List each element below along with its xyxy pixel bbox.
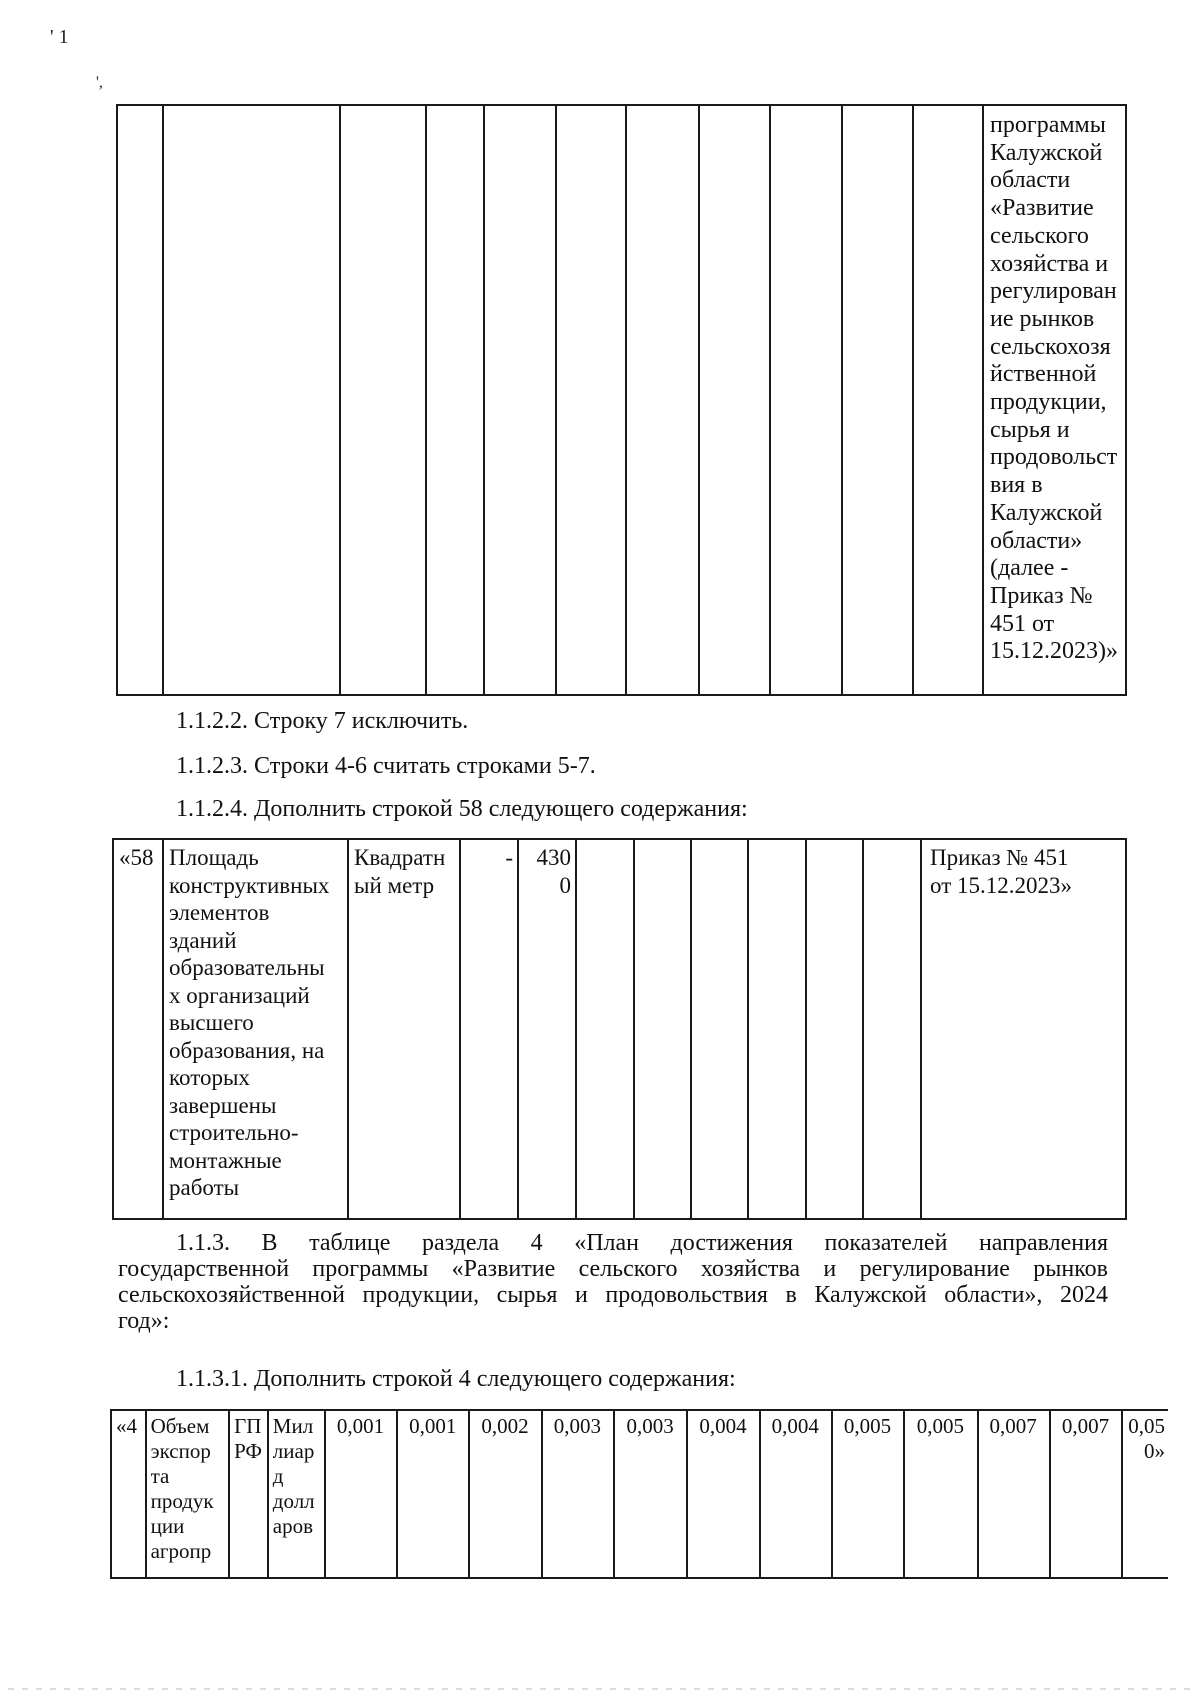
table-cell <box>748 839 806 1219</box>
paragraph-1-1-2-4: 1.1.2.4. Дополнить строкой 58 следующего содержания: <box>176 796 748 822</box>
value-cell <box>325 1410 397 1578</box>
value-cell <box>397 1410 469 1578</box>
paragraph-1-1-3-1: 1.1.3.1. Дополнить строкой 4 следующего содержания: <box>176 1366 736 1392</box>
total-cell <box>1122 1410 1168 1578</box>
table-cell <box>484 105 556 695</box>
unit: Квадратн ый метр <box>354 845 446 898</box>
value-cell <box>832 1410 904 1578</box>
value-cell <box>904 1410 977 1578</box>
value-cell <box>978 1410 1050 1578</box>
indicator-name: Объем экспор та продук ции агропр <box>150 1414 214 1563</box>
base-cell <box>460 839 518 1219</box>
paragraph-line: 1.1.3. В таблице раздела 4 «План достижения показателей направления <box>176 1230 1108 1256</box>
value-cell <box>469 1410 541 1578</box>
monthly-value: 0,002 <box>481 1414 529 1438</box>
row-number: «58 <box>119 845 154 870</box>
table-cell <box>340 105 426 695</box>
source-text: Приказ № 451 от 15.12.2023» <box>930 845 1072 898</box>
monthly-value: 0,003 <box>626 1414 674 1438</box>
monthly-value: 0,007 <box>1061 1414 1110 1438</box>
value-cell <box>542 1410 614 1578</box>
table-cell <box>426 105 484 695</box>
base-value: - <box>505 845 513 870</box>
table-cell <box>163 105 340 695</box>
source-cell <box>983 105 1126 695</box>
total-value: 0,05 0» <box>1128 1414 1165 1463</box>
monthly-value: 0,001 <box>336 1414 385 1438</box>
table-cell <box>842 105 913 695</box>
unit: Мил лиар д долл аров <box>272 1414 315 1538</box>
scan-mark-2: ', <box>96 74 103 91</box>
paragraph-1-1-2-3: 1.1.2.3. Строки 4-6 считать строками 5-7. <box>176 753 596 779</box>
source-text: программы Калужской области «Развитие сельского хозяйства и регулирован ие рынков сельскохозя йственной продукции, сырья и продовольст вия в Калужской области» (далее - Приказ № 451 от 15.12.2023)» <box>990 112 1118 665</box>
table-cell <box>634 839 691 1219</box>
paragraph-line: сельскохозяйственной продукции, сырья и продовольствия в Калужской области», 2024 <box>118 1282 1108 1308</box>
row-number-cell <box>113 839 163 1219</box>
paragraph-line: государственной программы «Развитие сельского хозяйства и регулирование рынков <box>118 1256 1108 1282</box>
value-cell <box>518 839 576 1219</box>
value-cell <box>614 1410 687 1578</box>
table-cell <box>576 839 634 1219</box>
paragraph-1-1-3 <box>118 1230 1108 1334</box>
unit-cell <box>268 1410 325 1578</box>
monthly-value: 0,004 <box>699 1414 747 1438</box>
table-cell <box>863 839 921 1219</box>
value-cell <box>687 1410 759 1578</box>
row-58-table <box>112 838 1127 1220</box>
value-cell <box>760 1410 832 1578</box>
table-cell <box>770 105 842 695</box>
indicator-name-cell <box>146 1410 230 1578</box>
unit-cell <box>348 839 460 1219</box>
level-cell <box>229 1410 268 1578</box>
target-value: 430 0 <box>536 845 571 898</box>
table-cell <box>806 839 863 1219</box>
row-number: «4 <box>116 1414 137 1438</box>
monthly-value: 0,003 <box>553 1414 601 1438</box>
value-cell <box>1050 1410 1122 1578</box>
indicator-name: Площадь конструктивных элементов зданий образовательны х организаций высшего образования, на которых завершены строительно- монтажные работы <box>169 845 330 1200</box>
scan-edge <box>8 1688 1198 1690</box>
monthly-value: 0,001 <box>409 1414 457 1438</box>
paragraph-1-1-2-2: 1.1.2.2. Строку 7 исключить. <box>176 708 469 734</box>
table-cell <box>691 839 748 1219</box>
source-cell <box>921 839 1126 1219</box>
table-cell <box>913 105 983 695</box>
monthly-value: 0,004 <box>771 1414 819 1438</box>
monthly-value: 0,005 <box>916 1414 964 1438</box>
row-number-cell <box>111 1410 146 1578</box>
table-cell <box>626 105 699 695</box>
scan-mark: ' 1 <box>50 26 69 48</box>
table-cell <box>117 105 163 695</box>
row-4-table <box>110 1409 1168 1579</box>
monthly-value: 0,005 <box>843 1414 892 1438</box>
table-cell <box>556 105 626 695</box>
monthly-value: 0,007 <box>989 1414 1037 1438</box>
table-cell <box>699 105 770 695</box>
paragraph-line: год»: <box>118 1308 170 1334</box>
indicator-table-continuation <box>116 104 1127 696</box>
level: ГП РФ <box>234 1414 263 1463</box>
indicator-name-cell <box>163 839 348 1219</box>
